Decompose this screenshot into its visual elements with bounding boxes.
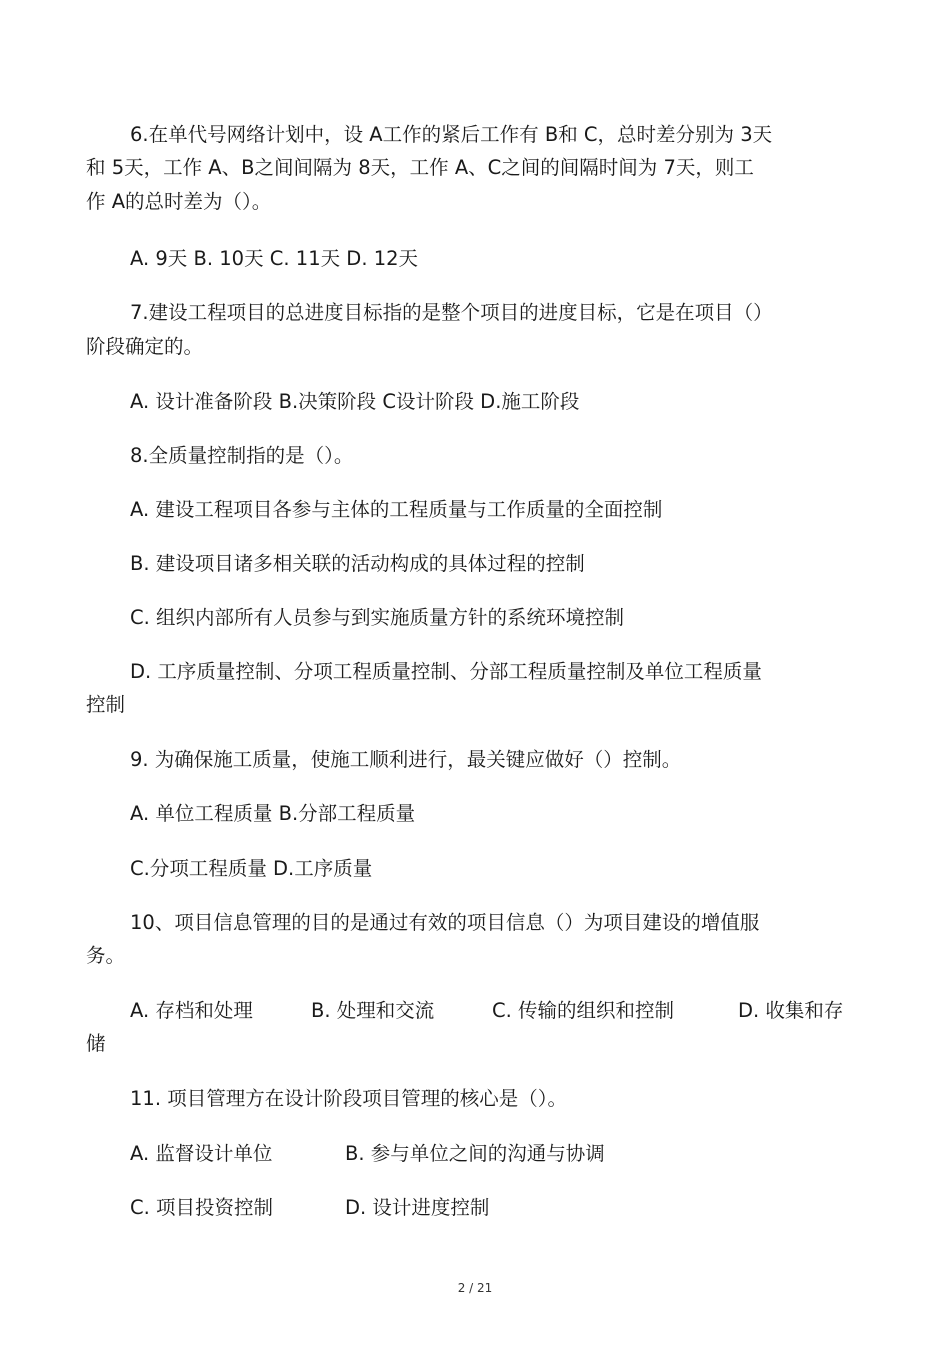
q8-option-d-line1: D. 工序质量控制、分项工程质量控制、分部工程质量控制及单位工程质量 [130,660,762,683]
q11-line1: 11. 项目管理方在设计阶段项目管理的核心是（）。 [130,1087,567,1110]
q11-option-d: D. 设计进度控制 [345,1196,490,1219]
q9-options-ab: A. 单位工程质量 B.分部工程质量 [130,802,416,825]
q7-line1: 7.建设工程项目的总进度目标指的是整个项目的进度目标，它是在项目（） [130,301,773,324]
q10-line2: 务。 [86,944,126,967]
q8-option-c: C. 组织内部所有人员参与到实施质量方针的系统环境控制 [130,606,625,629]
q6-line2: 和 5天，工作 A、B之间间隔为 8天，工作 A、C之间的间隔时间为 7天，则工 [86,156,754,179]
q10-option-d-line2: 储 [86,1032,106,1055]
q6-options: A. 9天 B. 10天 C. 11天 D. 12天 [130,247,419,270]
q6-line1: 6.在单代号网络计划中，设 A工作的紧后工作有 B和 C，总时差分别为 3天 [130,123,773,146]
q9-options-cd: C.分项工程质量 D.工序质量 [130,857,373,880]
q10-option-b: B. 处理和交流 [311,999,435,1022]
q8-line1: 8.全质量控制指的是（）。 [130,444,354,467]
q8-option-a: A. 建设工程项目各参与主体的工程质量与工作质量的全面控制 [130,498,663,521]
q11-option-a: A. 监督设计单位 [130,1142,273,1165]
q10-option-c: C. 传输的组织和控制 [492,999,675,1022]
q7-options: A. 设计准备阶段 B.决策阶段 C设计阶段 D.施工阶段 [130,390,580,413]
q10-option-d: D. 收集和存 [738,999,844,1022]
q8-option-d-line2: 控制 [86,693,126,716]
q8-option-b: B. 建设项目诸多相关联的活动构成的具体过程的控制 [130,552,585,575]
q6-line3: 作 A的总时差为（）。 [86,190,272,213]
q11-option-c: C. 项目投资控制 [130,1196,274,1219]
q7-line2: 阶段确定的。 [86,335,204,358]
page-number: 2 / 21 [457,1281,493,1295]
q10-line1: 10、项目信息管理的目的是通过有效的项目信息（）为项目建设的增值服 [130,911,760,934]
q9-line1: 9. 为确保施工质量，使施工顺利进行，最关键应做好（）控制。 [130,748,682,771]
q10-option-a: A. 存档和处理 [130,999,253,1022]
q11-option-b: B. 参与单位之间的沟通与协调 [345,1142,605,1165]
